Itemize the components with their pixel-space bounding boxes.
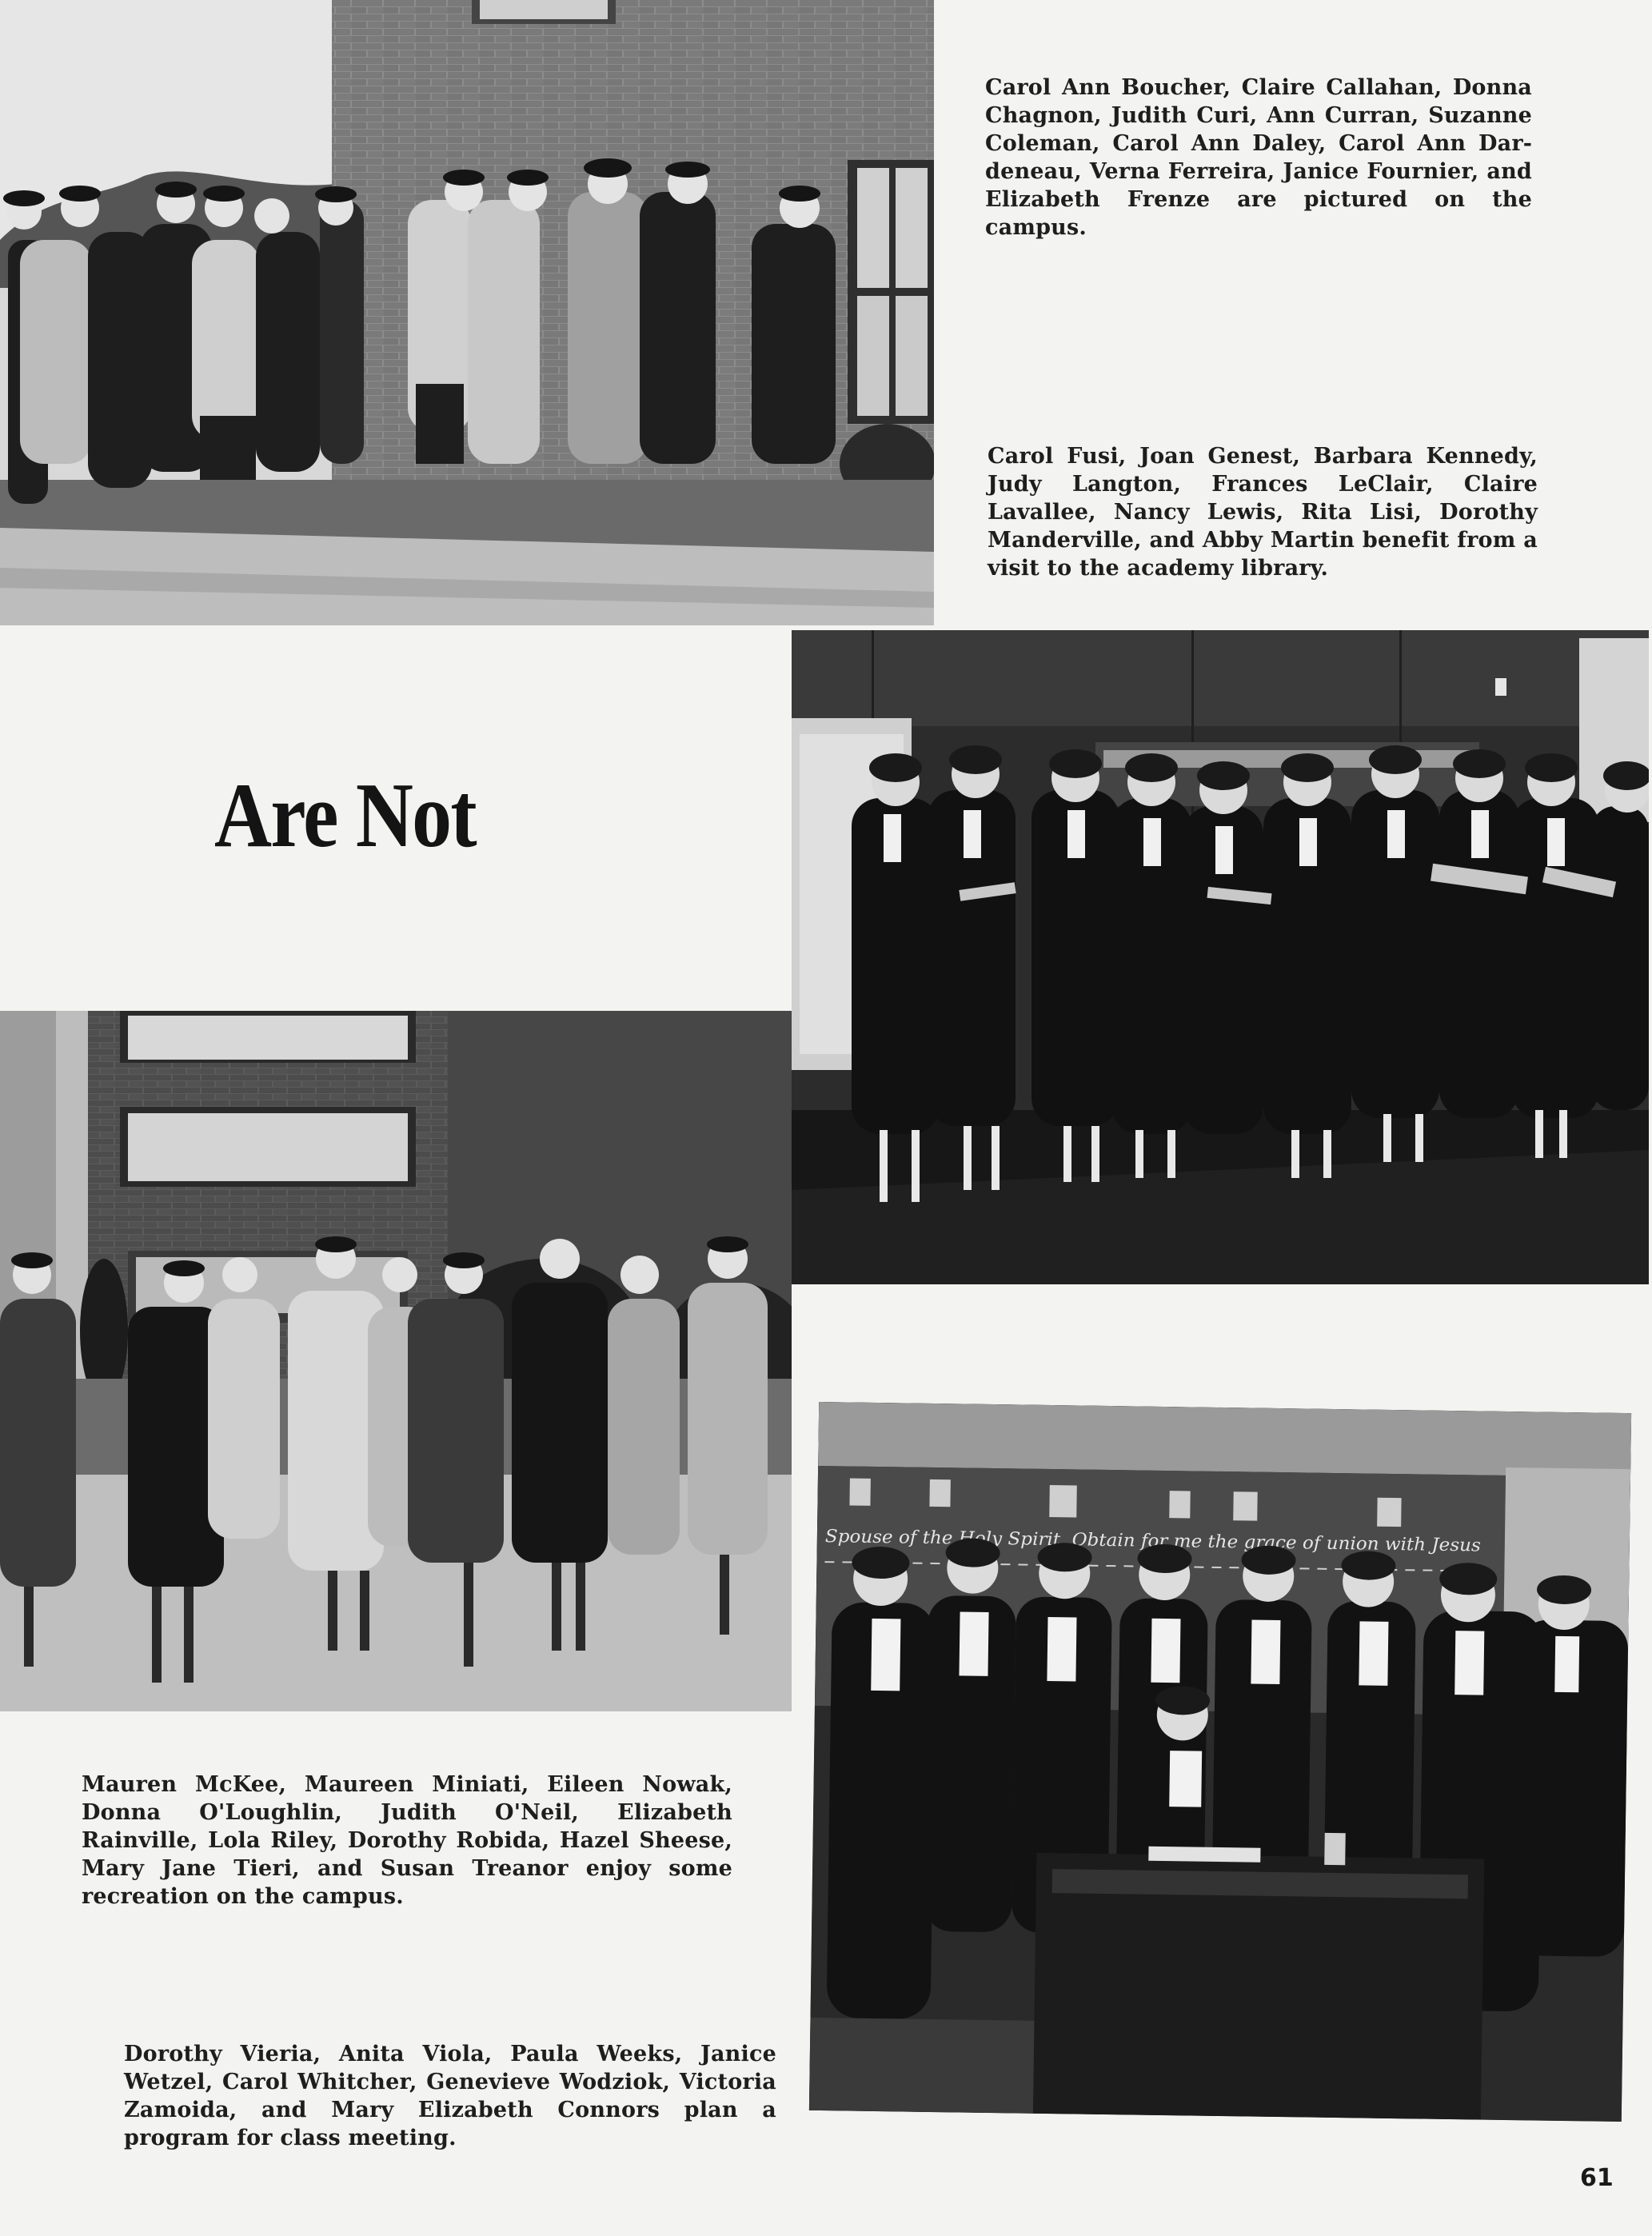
page-number: 61 bbox=[1580, 2164, 1614, 2192]
photo-campus-group bbox=[0, 0, 934, 625]
campus-group-illustration bbox=[0, 0, 934, 625]
blackboard-text: Spouse of the Holy Spirit, Obtain for me the grace of union with Jesus bbox=[824, 1527, 1451, 1555]
caption-recreation-group: Mauren McKee, Maureen Miniati, Eileen Nowak, Donna O'Loughlin, Judith O'Neil, Elizabeth Rainville, Lola Riley, Dorothy Robida, Hazel Sheese, Mary Jane Tieri, and Susan Treanor enjoy some recreation on the campus. bbox=[82, 1772, 732, 1909]
recreation-group-illustration bbox=[0, 1011, 792, 1711]
class-meeting-illustration bbox=[809, 1402, 1631, 2122]
caption-class-meeting-group: Dorothy Vieria, Anita Viola, Paula Weeks, Janice Wetzel, Carol Whitcher, Genevieve Wodziok, Victoria Zamoida, and Mary Elizabeth Connors plan a program for class meeting. bbox=[124, 2042, 776, 2150]
caption-campus-group: Carol Ann Boucher, Claire Callahan, Donna Chagnon, Judith Curi, Ann Curran, Suzanne Coleman, Carol Ann Daley, Carol Ann Dardeneau, Verna Ferreira, Janice Fournier, and Elizabeth Frenze are pictured on the campus. bbox=[985, 75, 1532, 240]
page-heading: Are Not bbox=[214, 765, 476, 867]
caption-library-group: Carol Fusi, Joan Genest, Barbara Kennedy, Judy Langton, Frances LeClair, Claire Lavallee, Nancy Lewis, Rita Lisi, Dorothy Manderville, and Abby Martin benefit from a visit to the academy library. bbox=[988, 444, 1538, 581]
library-group-illustration bbox=[792, 630, 1649, 1284]
photo-class-meeting-group bbox=[809, 1402, 1631, 2122]
photo-recreation-group bbox=[0, 1011, 792, 1711]
photo-library-group bbox=[792, 630, 1649, 1284]
